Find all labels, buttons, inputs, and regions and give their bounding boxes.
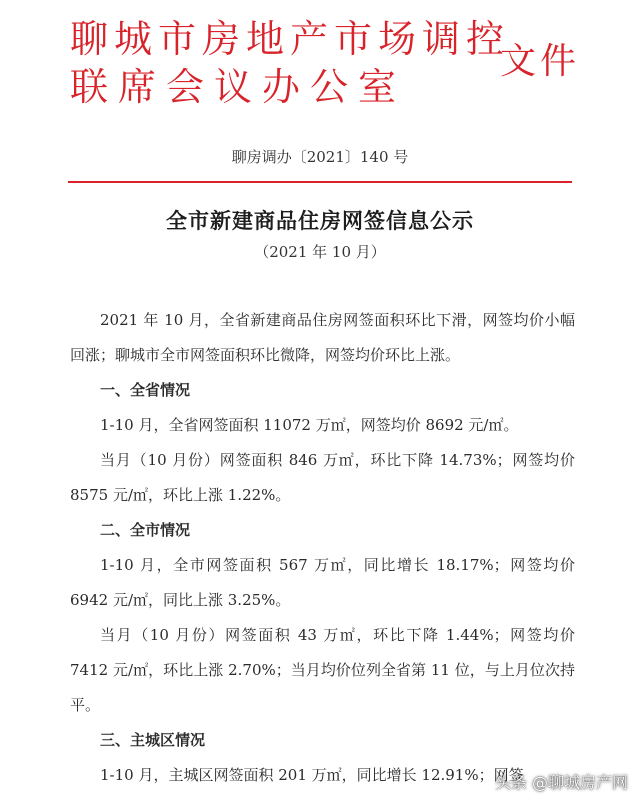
city-month-paragraph: 当月（10 月份）网签面积 43 万㎡，环比下降 1.44%；网签均价 7412 元/㎡，环比上涨 2.70%；当月均价位列全省第 11 位，与上月位次持平。 — [70, 626, 575, 714]
main-district-ytd-paragraph: 1-10 月，主城区网签面积 201 万㎡，同比增长 12.91%；网签 — [100, 766, 524, 784]
section-heading-main-district: 三、主城区情况 — [100, 731, 206, 749]
province-ytd-paragraph: 1-10 月，全省网签面积 11072 万㎡，网签均价 8692 元/㎡。 — [100, 416, 519, 434]
issuer-name-line1: 聊城市房地产市场调控 — [70, 17, 511, 61]
document-body — [70, 303, 575, 793]
document-number: 聊房调办〔2021〕140 号 — [231, 148, 409, 166]
intro-paragraph: 2021 年 10 月，全省新建商品住房网签面积环比下滑，网签均价小幅回涨；聊城市全市网签面积环比微降，网签均价环比上涨。 — [70, 311, 575, 364]
page-title: 全市新建商品住房网签信息公示 — [166, 209, 474, 233]
watermark: 头条 @聊城房产网 — [494, 773, 628, 792]
city-ytd-paragraph: 1-10 月，全市网签面积 567 万㎡，同比增长 18.17%；网签均价 6942 元/㎡，同比上涨 3.25%。 — [70, 556, 575, 609]
province-month-paragraph: 当月（10 月份）网签面积 846 万㎡，环比下降 14.73%；网签均价 8575 元/㎡，环比上涨 1.22%。 — [70, 451, 575, 504]
document-type-label: 文件 — [500, 41, 581, 82]
section-heading-province: 一、全省情况 — [100, 381, 191, 399]
page-subtitle: （2021 年 10 月） — [254, 243, 386, 261]
red-divider-line — [68, 181, 572, 183]
section-heading-city: 二、全市情况 — [100, 521, 191, 539]
issuer-name-line2: 联席会议办公室 — [70, 65, 407, 109]
